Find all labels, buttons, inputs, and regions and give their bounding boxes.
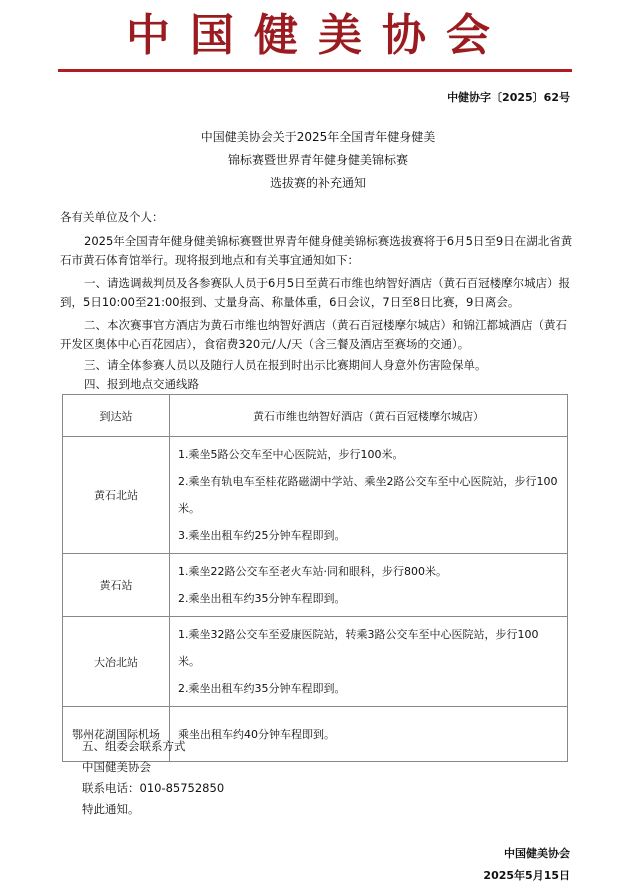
route-item: 1.乘坐22路公交车至老火车站·同和眼科，步行800米。 <box>178 565 447 578</box>
title-line: 中国健美协会关于2025年全国青年健身健美 <box>200 130 436 144</box>
contact-phone: 联系电话：010-85752850 <box>82 781 225 795</box>
route-item: 3.乘坐出租车约25分钟车程即到。 <box>178 529 346 542</box>
contact-block <box>82 736 482 820</box>
table-row <box>63 437 568 554</box>
masthead: 中国健美协会 <box>126 10 510 61</box>
item-3-paragraph: 三、请全体参赛人员以及随行人员在报到时出示比赛期间人身意外伤害险保单。 <box>84 358 487 372</box>
signature-date: 2025年5月15日 <box>483 869 570 882</box>
closing-line: 特此通知。 <box>82 802 140 816</box>
intro-paragraph: 2025年全国青年健身健美锦标赛暨世界青年健身健美锦标赛选拔赛将于6月5日至9日在湖北省黄石市黄石体育馆举行。现将报到地点和有关事宜通知如下： <box>60 234 573 267</box>
route-table <box>62 394 568 762</box>
signature-org: 中国健美协会 <box>504 847 570 860</box>
route-item: 1.乘坐5路公交车至中心医院站，步行100米。 <box>178 448 404 461</box>
document-number: 中健协字〔2025〕62号 <box>447 91 570 104</box>
route-item: 1.乘坐32路公交车至爱康医院站，转乘3路公交车至中心医院站，步行100米。 <box>178 628 539 668</box>
title-line: 锦标赛暨世界青年健身健美锦标赛 <box>227 153 408 167</box>
table-row <box>63 554 568 617</box>
station-cell: 黄石站 <box>63 554 170 617</box>
document-title <box>0 126 636 195</box>
table-header-row <box>63 395 568 437</box>
route-cell <box>170 437 568 554</box>
route-cell <box>170 617 568 707</box>
station-cell: 鄂州花湖国际机场 <box>63 707 170 762</box>
station-cell: 大冶北站 <box>63 617 170 707</box>
header-hotel: 黄石市维也纳智好酒店（黄石百冠楼摩尔城店） <box>170 395 568 437</box>
route-cell <box>170 554 568 617</box>
item-2-paragraph: 二、本次赛事官方酒店为黄石市维也纳智好酒店（黄石百冠楼摩尔城店）和锦江都城酒店（黄石开发区奥体中心百花园店），食宿费320元/人/天（含三餐及酒店至赛场的交通）。 <box>60 318 567 351</box>
contact-org: 中国健美协会 <box>82 760 151 774</box>
route-item: 2.乘坐出租车约35分钟车程即到。 <box>178 592 346 605</box>
header-station: 到达站 <box>63 395 170 437</box>
red-header-rule <box>58 69 572 72</box>
salutation: 各有关单位及个人： <box>60 210 164 224</box>
route-item: 2.乘坐有轨电车至桂花路磁湖中学站、乘坐2路公交车至中心医院站，步行100米。 <box>178 475 558 515</box>
item-1-paragraph: 一、请选调裁判员及各参赛队人员于6月5日至黄石市维也纳智好酒店（黄石百冠楼摩尔城店）报到，5日10:00至21:00报到、丈量身高、称量体重，6日会议，7日至8日比赛，9日离会。 <box>60 276 571 309</box>
route-item: 2.乘坐出租车约35分钟车程即到。 <box>178 682 346 695</box>
table-row <box>63 617 568 707</box>
item-4-heading: 四、报到地点交通线路 <box>84 377 199 391</box>
station-cell: 黄石北站 <box>63 437 170 554</box>
route-item: 乘坐出租车约40分钟车程即到。 <box>178 727 335 741</box>
contact-heading: 五、组委会联系方式 <box>82 739 186 753</box>
title-line: 选拔赛的补充通知 <box>269 176 366 190</box>
